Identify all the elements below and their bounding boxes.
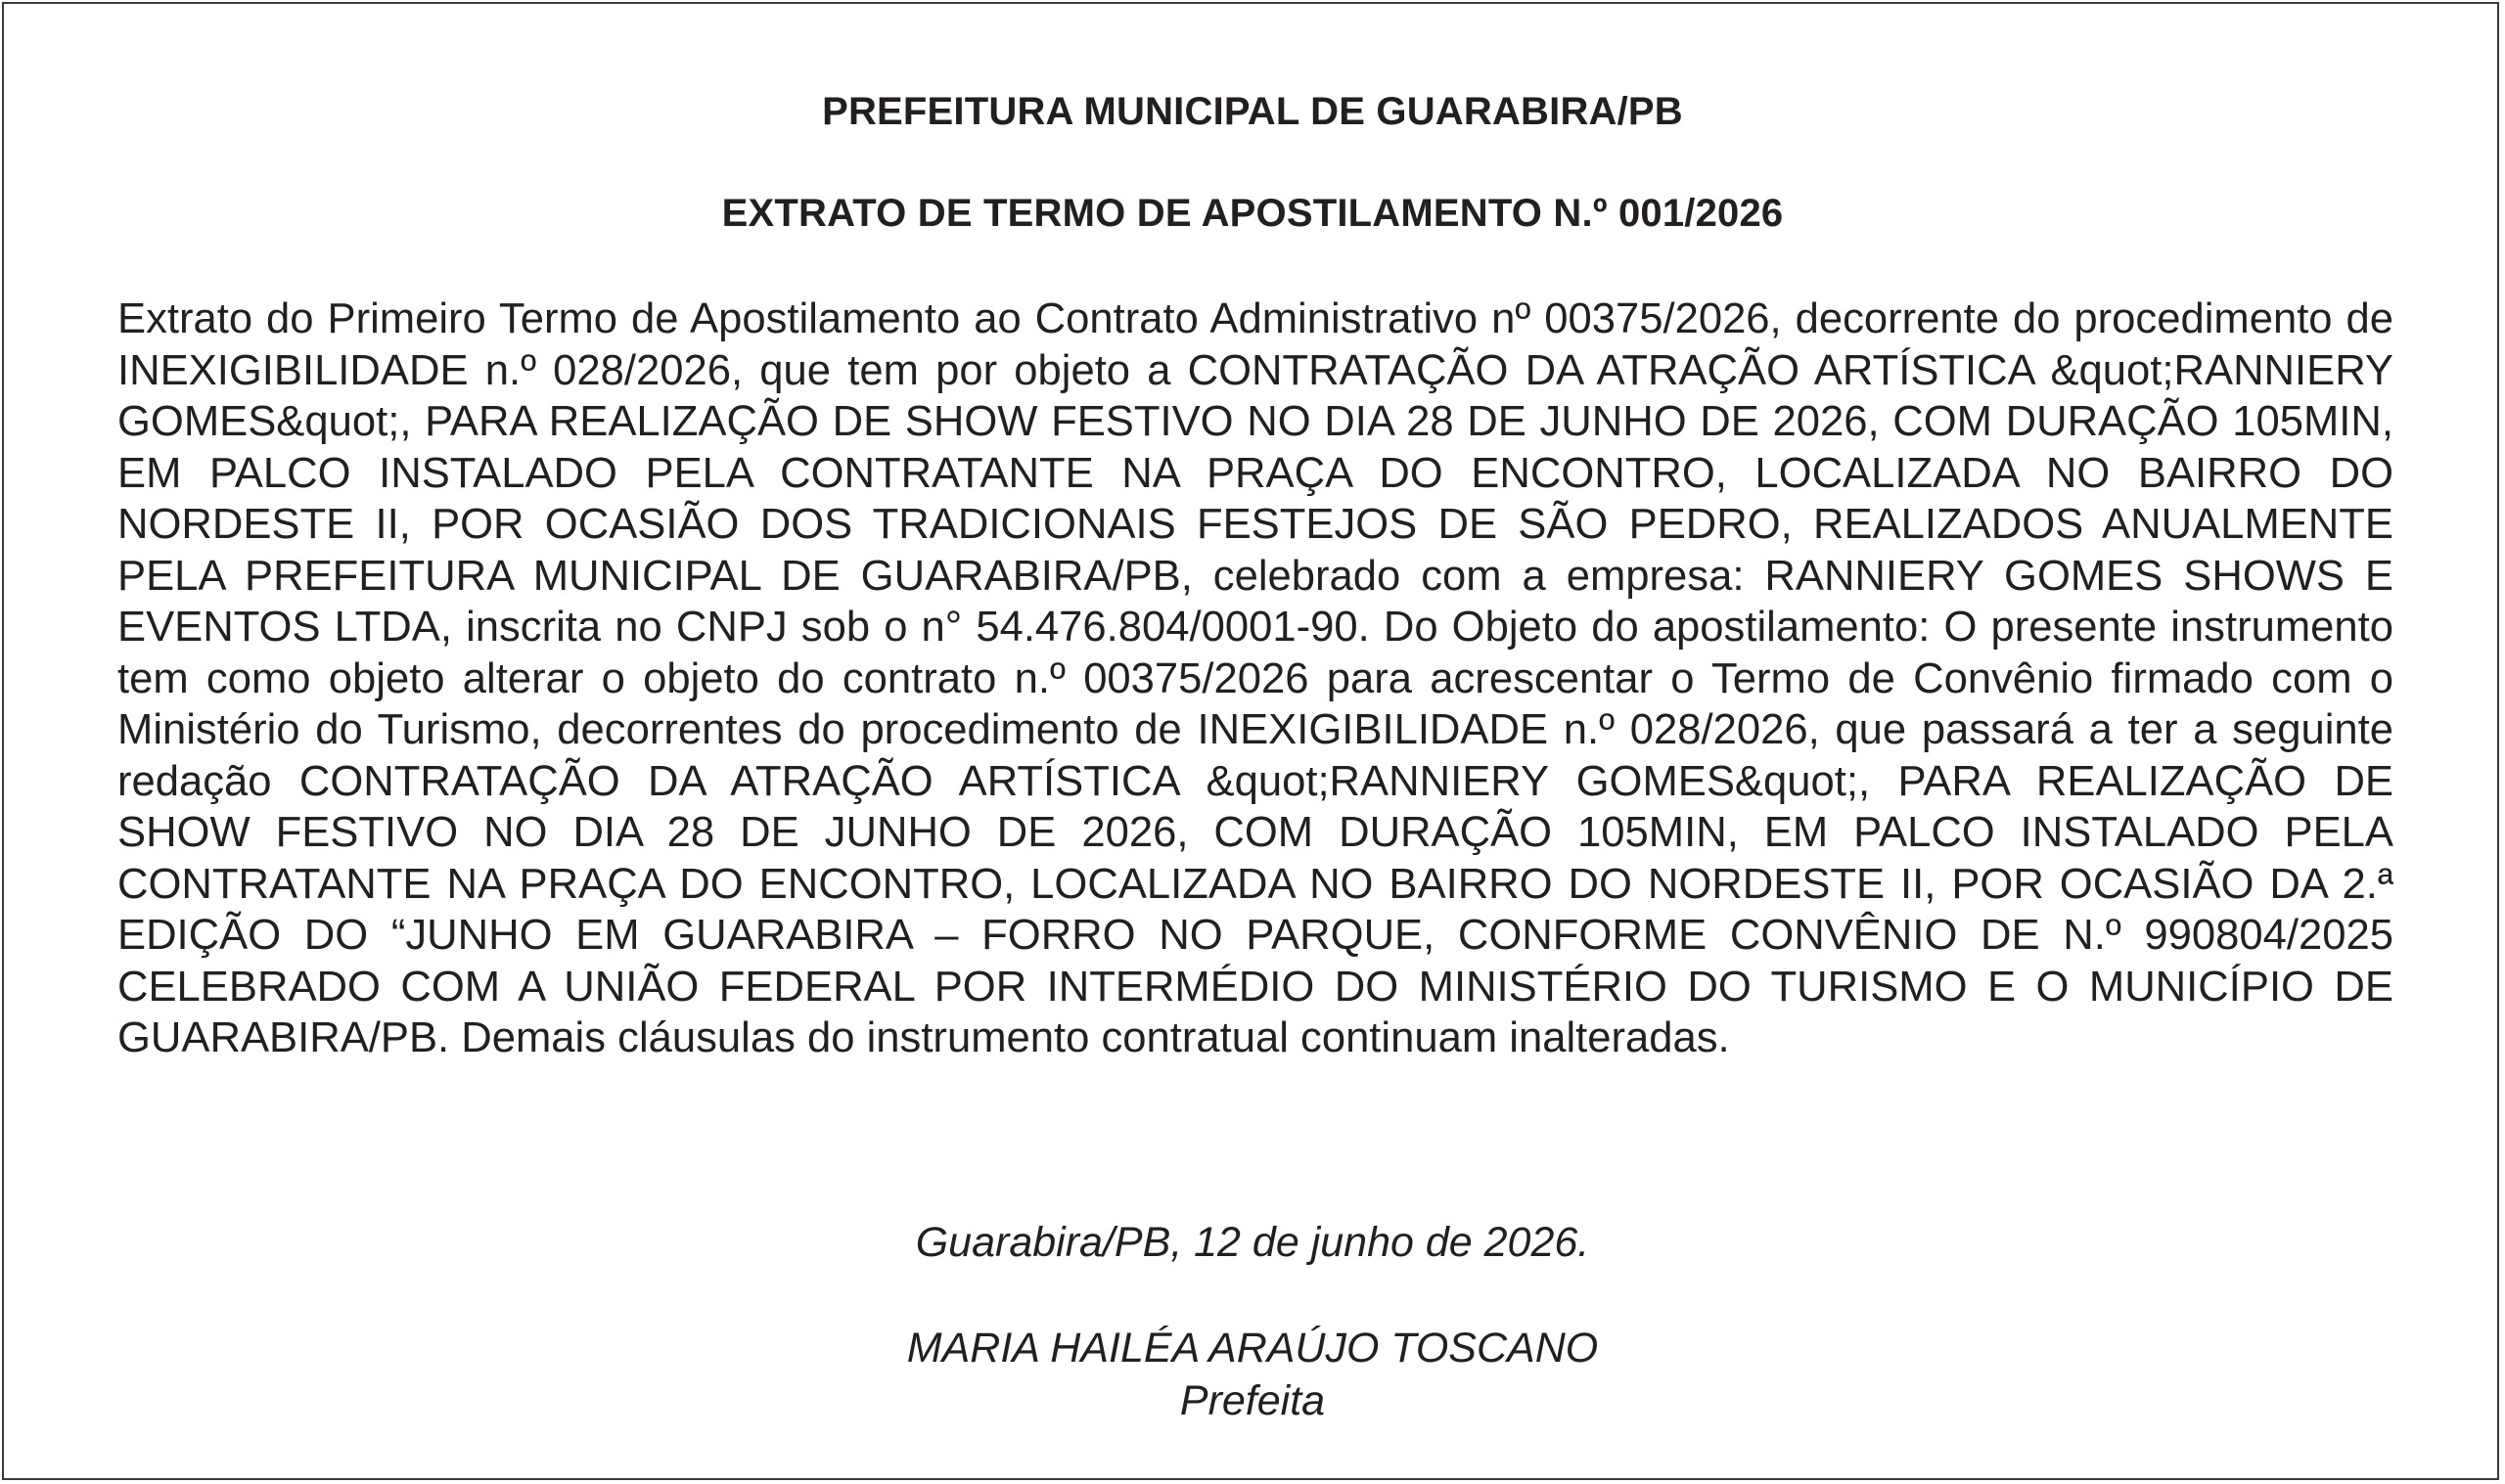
body-paragraph: Extrato do Primeiro Termo de Apostilamento ao Contrato Administrativo nº 00375/2026, decorrente do procedimento de INEXIGIBILIDADE n.º 028/2026, que tem por objeto a CONTRATAÇÃO DA ATRAÇÃO ARTÍSTICA &quot;RANNIERY GOMES&quot;, PARA REALIZAÇÃO DE SHOW FESTIVO NO DIA 28 DE JUNHO DE 2026, COM DURAÇÃO 105MIN, EM PALCO INSTALADO PELA CONTRATANTE NA PRAÇA DO ENCONTRO, LOCALIZADA NO BAIRRO DO NORDESTE II, POR OCASIÃO DOS TRADICIONAIS FESTEJOS DE SÃO PEDRO, REALIZADOS ANUALMENTE PELA PREFEITURA MUNICIPAL DE GUARABIRA/PB, celebrado com a empresa: RANNIERY GOMES SHOWS E EVENTOS LTDA, inscrita no CNPJ sob o n° 54.476.804/0001-90. Do Objeto do apostilamento: O presente instrumento tem como objeto alterar o objeto do contrato n.º 00375/2026 para acrescentar o Termo de Convênio firmado com o Ministério do Turismo, decorrentes do procedimento de INEXIGIBILIDADE n.º 028/2026, que passará a ter a seguinte redação CONTRATAÇÃO DA ATRAÇÃO ARTÍSTICA &quot;RANNIERY GOMES&quot;, PARA REALIZAÇÃO DE SHOW FESTIVO NO DIA 28 DE JUNHO DE 2026, COM DURAÇÃO 105MIN, EM PALCO INSTALADO PELA CONTRATANTE NA PRAÇA DO ENCONTRO, LOCALIZADA NO BAIRRO DO NORDESTE II, POR OCASIÃO DA 2.ª EDIÇÃO DO “JUNHO EM GUARABIRA – FORRO NO PARQUE, CONFORME CONVÊNIO DE N.º 990804/2025 CELEBRADO COM A UNIÃO FEDERAL POR INTERMÉDIO DO MINISTÉRIO DO TURISMO E O MUNICÍPIO DE GUARABIRA/PB. Demais cláusulas do instrumento contratual continuam inalteradas.	[117, 295, 2393, 1061]
signatory-name: MARIA HAILÉA ARAÚJO TOSCANO	[906, 1325, 1599, 1372]
document-subtitle: EXTRATO DE TERMO DE APOSTILAMENTO N.º 001/2026	[721, 192, 1784, 235]
document-frame	[2, 2, 2499, 1480]
document-title: PREFEITURA MUNICIPAL DE GUARABIRA/PB	[822, 90, 1683, 133]
signatory-role: Prefeita	[1179, 1377, 1326, 1424]
place-date: Guarabira/PB, 12 de junho de 2026.	[915, 1219, 1590, 1266]
